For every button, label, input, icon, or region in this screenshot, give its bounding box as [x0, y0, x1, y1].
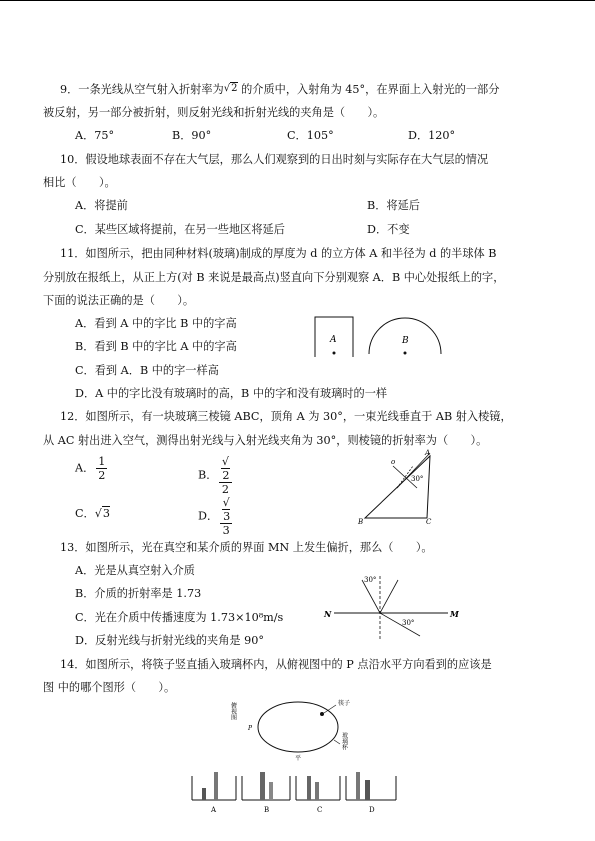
- q11-figure: [305, 312, 445, 360]
- q13-label-m: M: [450, 609, 459, 619]
- q12-line1: 12．如图所示，有一块玻璃三棱镜 ABC，顶角 A 为 30°，一束光线垂直于 AB 射入棱镜，: [60, 410, 512, 423]
- q10-option-b: B．将延后: [367, 199, 420, 212]
- q9-sqrt-value: 2: [231, 83, 238, 94]
- q12-option-d: [198, 496, 232, 537]
- q14-line1: 14．如图所示，将筷子竖直插入玻璃杯内，从俯视图中的 P 点沿水平方向看到的应该是: [60, 658, 492, 671]
- q13-label-angle-top: 30°: [364, 576, 377, 584]
- q10-line2: 相比（ ）。: [43, 176, 116, 189]
- q12-option-a-label: A．: [75, 461, 95, 475]
- q12-label-b: B: [358, 518, 364, 526]
- q13-option-d: D．反射光线与折射光线的夹角是 90°: [75, 634, 264, 647]
- q13-label-angle-bottom: 30°: [402, 619, 415, 627]
- q12-option-b-num: √ 2: [219, 455, 231, 483]
- q12-option-b-den: 2: [221, 483, 230, 496]
- q12-label-o: o: [391, 458, 396, 466]
- q9-line1: [60, 82, 499, 97]
- q12-label-angle: 30°: [411, 475, 424, 483]
- q13-figure: [320, 572, 460, 642]
- q14-choices-figure: [190, 768, 400, 816]
- q14-choice-d-label: D: [369, 806, 375, 814]
- q11-line1: 11．如图所示，把由同种材料(玻璃)制成的厚度为 d 的立方体 A 和半径为 d 的半球体 B: [60, 247, 497, 260]
- q12-option-a-num: 1: [98, 455, 106, 468]
- q12-option-d-fraction: [220, 496, 232, 537]
- q11-line3: 下面的说法正确的是（ ）。: [43, 294, 195, 307]
- q9-line2: 被反射，另一部分被折射，则反射光线和折射光线的夹角是（ ）。: [43, 106, 385, 119]
- q12-option-a-den: 2: [98, 469, 106, 482]
- q14-bottom-label: 平: [295, 755, 302, 762]
- q12-option-b-label: B．: [198, 468, 218, 482]
- q11-dot-a: [333, 352, 336, 355]
- q11-dot-b: [404, 352, 407, 355]
- q13-option-a: A．光是从真空射入介质: [75, 564, 195, 577]
- q14-choice-c-label: C: [317, 806, 323, 814]
- q11-option-c: C．看到 A．B 中的字一样高: [75, 364, 219, 377]
- q9-option-b: B．90°: [172, 129, 212, 142]
- q10-option-d: D．不变: [367, 223, 410, 236]
- q14-choice-c-graphic: [296, 776, 340, 800]
- q12-label-a: A: [425, 449, 431, 457]
- q14-cup-leader: [334, 740, 340, 744]
- q13-ray-upper-left: [362, 580, 380, 613]
- q9-option-d: D．120°: [408, 129, 456, 142]
- q13-label-n: N: [324, 609, 332, 619]
- q14-choice-d-graphic: [346, 772, 396, 800]
- q14-choice-b-label: B: [264, 806, 270, 814]
- q12-option-c-rad: 3: [102, 507, 111, 520]
- q9-option-a: A．75°: [75, 129, 115, 142]
- q9-text-b: 的介质中，入射角为 45°，在界面上入射光的一部分: [241, 83, 500, 96]
- q14-line2: 图 中的哪个图形（ ）。: [43, 681, 176, 694]
- q11-label-a: A: [330, 335, 337, 345]
- q12-option-b-fraction: [219, 455, 231, 496]
- q14-p-label: P: [248, 725, 253, 732]
- q12-option-d-label: D．: [198, 509, 219, 523]
- q11-label-b: B: [402, 336, 409, 346]
- q9-sqrt: √2: [223, 83, 238, 94]
- q14-chopstick-dot: [320, 712, 324, 716]
- q10-option-a: A．将提前: [75, 199, 128, 212]
- q14-choice-a-label: A: [211, 806, 217, 814]
- q12-label-c: C: [426, 518, 432, 526]
- q12-prism-figure: [355, 448, 445, 528]
- q14-cup-ellipse: [258, 702, 338, 752]
- q13-option-b: B．介质的折射率是 1.73: [75, 587, 202, 600]
- page-top-rule: [0, 0, 595, 1]
- q12-option-c: C．√3: [75, 507, 111, 520]
- q9-option-c: C．105°: [287, 129, 334, 142]
- q12-option-d-num: √ 3: [220, 496, 232, 524]
- q13-ray-upper-right: [380, 580, 398, 613]
- q13-option-c: C．光在介质中传播速度为 1.73×10⁸m/s: [75, 611, 284, 624]
- q11-option-b: B．看到 B 中的字比 A 中的字高: [75, 340, 237, 353]
- q11-line2: 分别放在报纸上，从正上方(对 B 来说是最高点)竖直向下分别观察 A．B 中心处报纸上的字，: [43, 271, 505, 284]
- q12-option-d-rad: 3: [223, 510, 231, 523]
- q11-option-a: A．看到 A 中的字比 B 中的字高: [75, 317, 237, 330]
- q14-cup-label: 玻璃杯: [340, 732, 348, 750]
- q12-option-c-label: C．: [75, 507, 95, 520]
- q14-view-label: 俯视图: [229, 702, 237, 720]
- q12-line2: 从 AC 射出进入空气，测得出射光线与入射光线夹角为 30°，则棱镜的折射率为（ ）。: [43, 434, 488, 447]
- q10-line1: 10．假设地球表面不存在大气层，那么人们观察到的日出时刻与实际存在大气层的情况: [60, 153, 489, 166]
- q10-option-c: C．某些区域将提前，在另一些地区将延后: [75, 223, 285, 236]
- q13-line1: 13．如图所示，光在真空和某介质的界面 MN 上发生偏折，那么（ ）。: [60, 541, 433, 554]
- q12-option-b: [198, 455, 232, 496]
- q9-text-a: 9．一条光线从空气射入折射率为: [60, 83, 224, 96]
- q14-choice-b-graphic: [242, 772, 290, 800]
- q12-option-d-den: 3: [222, 524, 230, 537]
- q11-option-d: D．A 中的字比没有玻璃时的高，B 中的字和没有玻璃时的一样: [75, 387, 388, 400]
- q12-option-a: [75, 455, 107, 482]
- q12-option-a-fraction: [96, 455, 107, 482]
- q12-option-b-rad: 2: [222, 469, 230, 482]
- q14-top-view-figure: [228, 692, 358, 762]
- q14-chopstick-label: 筷子: [338, 700, 351, 707]
- q14-choice-a-graphic: [192, 772, 236, 800]
